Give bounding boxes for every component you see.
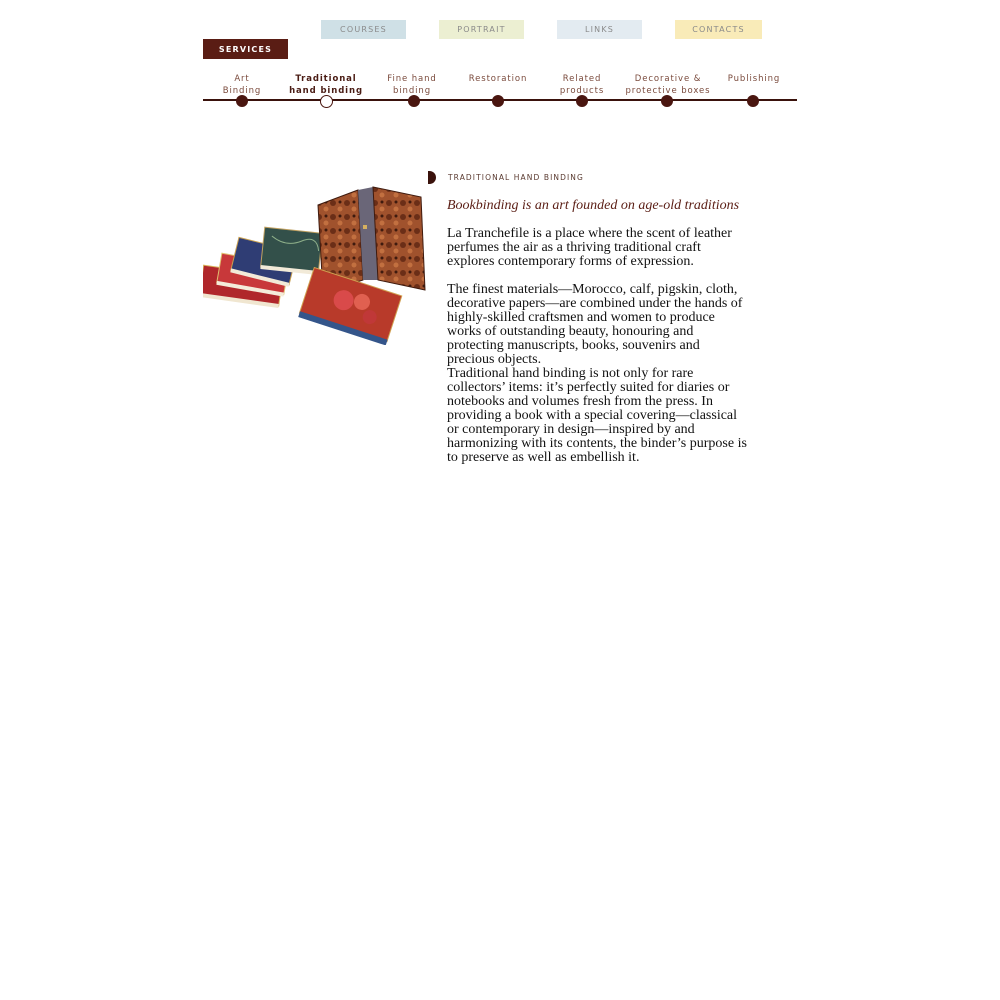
tagline: Bookbinding is an art founded on age-old traditions	[447, 198, 740, 213]
subnav-dot-traditional-active[interactable]	[320, 95, 333, 108]
subnav-label-line1: Restoration	[468, 74, 528, 84]
subnav-label-line1: Publishing	[727, 74, 781, 84]
section-title: TRADITIONAL HAND BINDING	[448, 173, 584, 182]
subnav-dot-related-products[interactable]	[576, 95, 588, 107]
tab-portrait[interactable]: PORTRAIT	[439, 20, 524, 39]
subnav-label-line1: Art	[234, 74, 250, 84]
subnav-dot-fine-hand-binding[interactable]	[408, 95, 420, 107]
subnav-label-line2: Binding	[222, 85, 262, 96]
subnav-label-line2: products	[559, 85, 605, 96]
subnav-dot-decorative-boxes[interactable]	[661, 95, 673, 107]
subnav-label-line2: hand binding	[289, 85, 363, 96]
subnav-label-line2: protective boxes	[625, 85, 711, 96]
subnav-label-line1: Traditional	[295, 74, 357, 84]
paragraph-materials: The finest materials—Morocco, calf, pigskin, cloth, decorative papers—are combined under the hands of highly-skilled craftsmen and women to produce works of outstanding beauty, honouring and protecting manuscripts, books, souvenirs and precious objects.	[447, 282, 743, 367]
subnav-label-line1: Fine hand	[387, 74, 437, 84]
tab-courses[interactable]: COURSES	[321, 20, 406, 39]
paragraph-intro: La Tranchefile is a place where the scent of leather perfumes the air as a thriving traditional craft explores contemporary forms of expression.	[447, 226, 732, 269]
bound-books-photo	[203, 185, 428, 345]
subnav-dot-publishing[interactable]	[747, 95, 759, 107]
tab-links[interactable]: LINKS	[557, 20, 642, 39]
section-marker-icon	[428, 171, 436, 184]
tab-services[interactable]: SERVICES	[203, 39, 288, 59]
tab-contacts[interactable]: CONTACTS	[675, 20, 762, 39]
paragraph-purpose: Traditional hand binding is not only for rare collectors’ items: it’s perfectly suited for diaries or notebooks and volumes fresh from the press. In providing a book with a special covering—classical or contemporary in design—inspired by and harmonizing with its contents, the binder’s purpose is to preserve as well as embellish it.	[447, 366, 747, 465]
subnav-label-line1: Decorative &	[634, 74, 702, 84]
subnav-label-line1: Related	[562, 74, 602, 84]
subnav-dot-restoration[interactable]	[492, 95, 504, 107]
subnav-label-line2: binding	[393, 85, 431, 96]
subnav-dot-art-binding[interactable]	[236, 95, 248, 107]
